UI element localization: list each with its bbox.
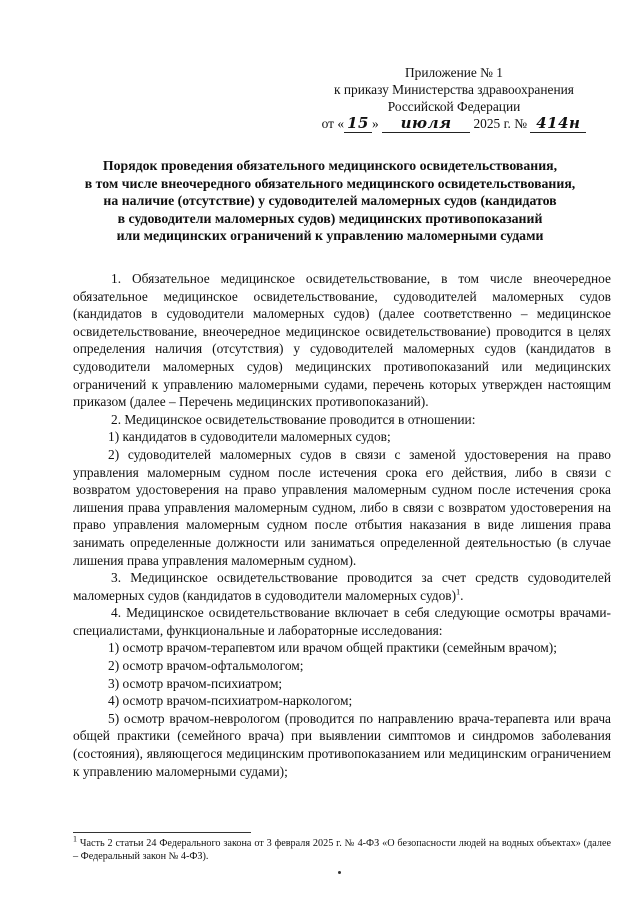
footnote-1 xyxy=(73,834,611,863)
footnote-marker: 1 xyxy=(73,834,77,844)
paragraph-3 xyxy=(73,569,611,604)
paragraph-3-text: 3. Медицинское освидетельствование проводится за счет средств судоводителей маломерных судов (кандидатов в судоводители маломерных судов) xyxy=(73,570,611,603)
paragraph-2-item-2: 2) судоводителей маломерных судов в связи с заменой удостоверения на право управления маломерным судном после истечения срока его действия, либо в связи с возвратом удостоверения на право управления маломерным судном после истечения срока лишения права управления маломерным судном, либо в связи с возвратом удостоверения на право управления маломерным судном после отбытия наказания в виде лишения права занимать определенные должности или заниматься определенной деятельностью (в случае лишения права управления маломерным судном). xyxy=(73,446,611,568)
handwritten-order-number: 414н xyxy=(530,115,586,133)
title-line: Порядок проведения обязательного медицинского освидетельствования, xyxy=(102,158,558,173)
footnote-ref[interactable]: 1 xyxy=(456,587,461,597)
ministry-country: Российской Федерации xyxy=(387,99,521,114)
paragraph-4-item-2: 2) осмотр врачом-офтальмологом; xyxy=(108,658,304,674)
paragraph-4-item-4: 4) осмотр врачом-психиатром-наркологом; xyxy=(108,693,353,709)
title-line: на наличие (отсутствие) у судоводителей маломерных судов (кандидатов xyxy=(103,193,557,209)
year-and-number-label: 2025 г. № xyxy=(470,116,531,131)
appendix-header xyxy=(288,64,620,133)
paragraph-2: 2. Медицинское освидетельствование проводится в отношении: xyxy=(111,411,476,427)
title-line: в судоводители маломерных судов) медицинских противопоказаний xyxy=(117,210,543,226)
title-line: или медицинских ограничений к управлению маломерными судами xyxy=(116,228,544,244)
paragraph-4-item-5: 5) осмотр врачом-неврологом (проводится по направлению врача-терапевта или врача общей практики (семейного врача) при выявлении симптомов и синдромов заболевания (состояния), являющегося медицинским противопоказанием или медицинским ограничением к управлению маломерными судами); xyxy=(73,710,611,779)
paragraph-4-item-1: 1) осмотр врачом-терапевтом или врачом общей практики (семейным врачом); xyxy=(108,640,557,656)
footnote xyxy=(73,834,611,863)
paragraph-4-item-3: 3) осмотр врачом-психиатром; xyxy=(108,675,283,691)
handwritten-month: июля xyxy=(382,115,470,133)
footnote-separator xyxy=(73,832,251,833)
document-body xyxy=(73,270,611,780)
paragraph-3-end: . xyxy=(460,587,464,603)
paragraph-1: 1. Обязательное медицинское освидетельствование, в том числе внеочередное обязательное медицинское освидетельствование, судоводителей маломерных судов (кандидатов в судоводители маломерных судов) (далее соответственно – медицинское освидетельствование, внеочередное медицинское освидетельствование) проводится в целях определения наличия (отсутствия) у судоводителей маломерных судов (кандидатов в судоводители маломерных судов) медицинских противопоказаний или медицинских ограничений к управлению маломерными судами, перечень которых утвержден настоящим приказом (далее – Перечень медицинских противопоказаний). xyxy=(73,271,611,410)
title-line: в том числе внеочередного обязательного медицинского освидетельствования, xyxy=(84,175,576,191)
date-prefix: от « xyxy=(321,116,345,131)
document-title xyxy=(50,157,610,245)
appendix-label: Приложение № 1 xyxy=(404,65,504,80)
date-mid: » xyxy=(372,116,383,131)
order-reference: к приказу Министерства здравоохранения xyxy=(334,82,574,97)
paragraph-4: 4. Медицинское освидетельствование включает в себя следующие осмотры врачами-специалистами, функциональные и лабораторные исследования: xyxy=(73,605,611,638)
scan-speck xyxy=(338,871,341,874)
footnote-text: Часть 2 статьи 24 Федерального закона от 3 февраля 2025 г. № 4-ФЗ «О безопасности людей на водных объектах» (далее – Федеральный закон № 4-ФЗ). xyxy=(73,838,611,863)
paragraph-2-item-1: 1) кандидатов в судоводители маломерных судов; xyxy=(108,429,391,445)
handwritten-day: 15 xyxy=(344,115,372,133)
order-date-number-row xyxy=(288,115,620,133)
